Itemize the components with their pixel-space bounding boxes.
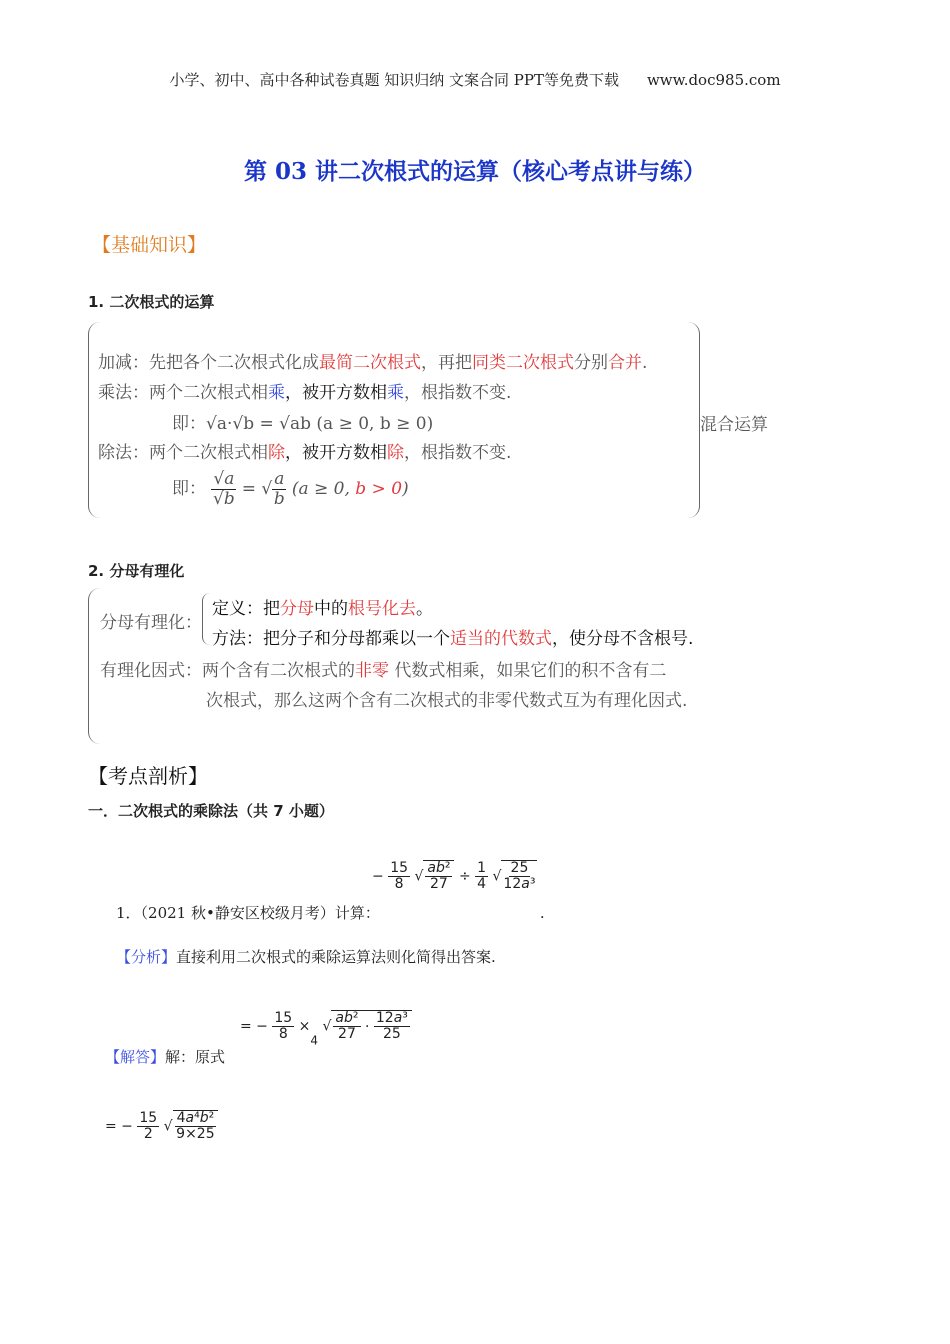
rationalizing-factor-line2: 次根式，那么这两个含有二次根式的非零代数式互为有理化因式. (206, 691, 688, 711)
question-1: 1．（2021 秋•静安区校级月考）计算： . (116, 904, 545, 922)
solution-step1: = − $\frac{15}{8}$ ×4 √ $\frac{\text{ab²}}{27}$ · $\frac{\text{12a³}}{25}$ (240, 1010, 412, 1047)
section2-heading: 2. 分母有理化 (88, 562, 185, 580)
div-formula: 即： $\frac{√a}{√b}$ = √ $\frac{a}{b}$ (a ≥ 0, b > 0) (172, 469, 409, 509)
mixed-operation-label: 混合运算 (700, 415, 768, 435)
solution-line: 【解答】解：原式 (105, 1048, 226, 1066)
basic-knowledge-label: 【基础知识】 (92, 234, 207, 256)
rationalize-label: 分母有理化： (100, 613, 202, 633)
mul-formula: 即：√a·√b = √ab (a ≥ 0, b ≥ 0) (172, 414, 434, 434)
rationalizing-factor-line1: 有理化因式：两个含有二次根式的非零 代数式相乘，如果它们的积不含有二 (100, 661, 667, 681)
header-text: 小学、初中、高中各种试卷真题 知识归纳 文案合同 PPT等免费下载 (169, 71, 619, 89)
div-rule: 除法：两个二次根式相除，被开方数相除，根指数不变. (98, 443, 512, 463)
div-fraction: $\frac{√a}{√b}$ (213, 469, 235, 509)
method-rule: 方法：把分子和分母都乘以一个适当的代数式，使分母不含根号. (212, 629, 694, 649)
page-title: 第 03 讲二次根式的运算（核心考点讲与练） (243, 158, 707, 185)
q1-expression: − $\frac{15}{8}$ √ $\frac{\text{ab²}}{27}$ ÷ $\frac{1}{4}$ √ $\frac{25}{\text{12a³}}$ (372, 859, 536, 893)
topic1-heading: 一．二次根式的乘除法（共 7 小题） (88, 802, 334, 820)
solution-step2: = − $\frac{15}{2}$ √ $\frac{\text{4a⁴b²}}{9\times 25}$ (105, 1110, 218, 1143)
page-header (0, 69, 950, 90)
definition-rule: 定义：把分母中的根号化去。 (212, 599, 433, 619)
mul-rule: 乘法：两个二次根式相乘，被开方数相乘，根指数不变. (98, 383, 512, 403)
analysis-label: 【考点剖析】 (88, 764, 208, 788)
analysis-line: 【分析】直接利用二次根式的乘除运算法则化简得出答案. (116, 948, 496, 966)
header-site[interactable]: www.doc985.com (646, 71, 781, 89)
section1-heading: 1. 二次根式的运算 (88, 293, 215, 311)
rationalize-sub-brace (202, 593, 211, 645)
add-rule: 加减：先把各个二次根式化成最简二次根式，再把同类二次根式分别合并. (98, 353, 648, 373)
